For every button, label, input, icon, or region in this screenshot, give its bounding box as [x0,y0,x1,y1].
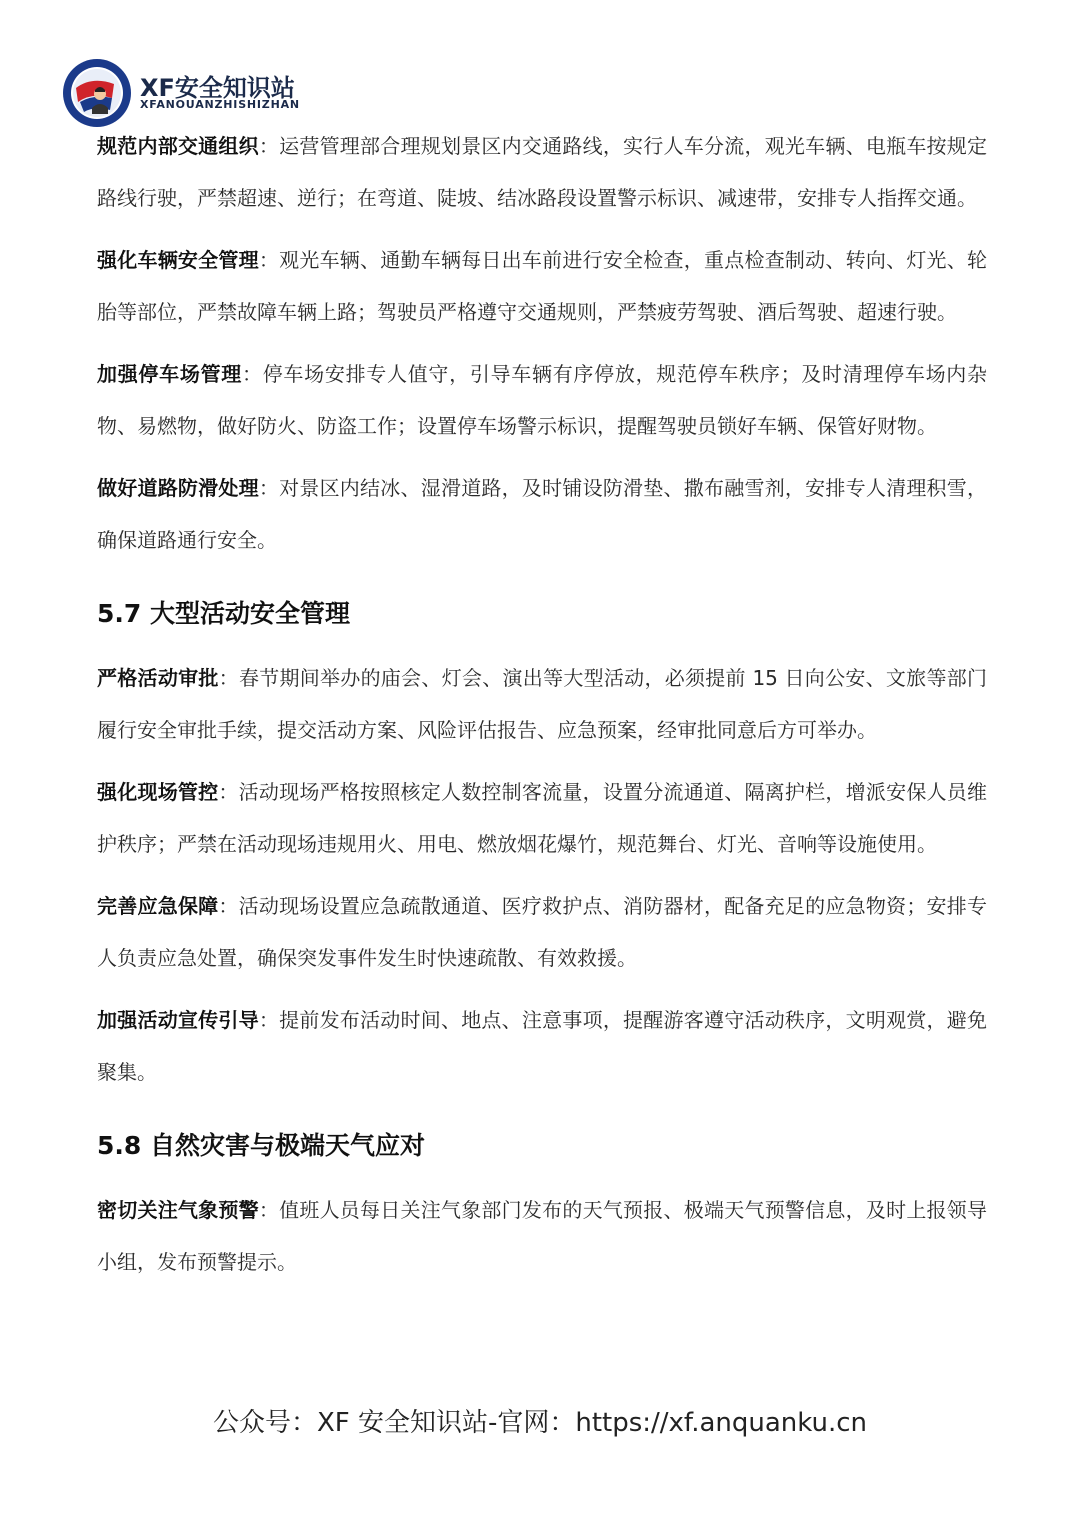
paragraph [97,462,987,566]
logo-title: XF安全知识站 [140,74,295,102]
paragraph-separator: ： [218,666,239,690]
logo-subtitle: XFANOUANZHISHIZHAN [140,98,300,111]
paragraph-text: 值班人员每日关注气象部门发布的天气预报、极端天气预警信息，及时上报领导小组，发布预警提示。 [97,1198,988,1274]
section-heading-5-8: 5.8 自然灾害与极端天气应对 [97,1131,425,1160]
paragraph-label: 密切关注气象预警 [97,1198,259,1222]
paragraph-text: 对景区内结冰、湿滑道路，及时铺设防滑垫、撒布融雪剂，安排专人清理积雪，确保道路通行安全。 [97,476,988,552]
paragraph [97,120,987,224]
article-body [97,120,987,1298]
logo-badge-icon [62,58,132,128]
traffic-section [97,120,987,566]
paragraph [97,652,987,756]
paragraph-text: 提前发布活动时间、地点、注意事项，提醒游客遵守活动秩序，文明观赏，避免聚集。 [97,1008,988,1084]
paragraph-label: 加强活动宣传引导 [97,1008,259,1032]
paragraph-text: 运营管理部合理规划景区内交通路线，实行人车分流，观光车辆、电瓶车按规定路线行驶，严禁超速、逆行；在弯道、陡坡、结冰路段设置警示标识、减速带，安排专人指挥交通。 [97,134,988,210]
paragraph-label: 做好道路防滑处理 [97,476,259,500]
paragraph-separator: ： [242,362,263,386]
paragraph-separator: ： [258,134,280,158]
site-logo [62,58,322,128]
paragraph [97,234,987,338]
large-event-section [97,652,987,1098]
paragraph [97,766,987,870]
paragraph-separator: ： [218,780,239,804]
paragraph-text: 停车场安排专人值守，引导车辆有序停放，规范停车秩序；及时清理停车场内杂物、易燃物，做好防火、防盗工作；设置停车场警示标识，提醒驾驶员锁好车辆、保管好财物。 [97,362,988,438]
paragraph-text: 活动现场设置应急疏散通道、医疗救护点、消防器材，配备充足的应急物资；安排专人负责应急处置，确保突发事件发生时快速疏散、有效救援。 [97,894,988,970]
paragraph-label: 严格活动审批 [97,666,219,690]
paragraph-label: 强化车辆安全管理 [97,248,259,272]
footer-note: 公众号：XF 安全知识站-官网：https://xf.anquanku.cn [212,1408,868,1438]
paragraph-separator: ： [258,476,280,500]
paragraph-text: 春节期间举办的庙会、灯会、演出等大型活动，必须提前 15 日向公安、文旅等部门履行安全审批手续，提交活动方案、风险评估报告、应急预案，经审批同意后方可举办。 [97,666,988,742]
paragraph-separator: ： [258,248,280,272]
paragraph [97,994,987,1098]
section-heading-5-7: 5.7 大型活动安全管理 [97,599,350,628]
paragraph-label: 强化现场管控 [97,780,219,804]
paragraph [97,348,987,452]
paragraph-separator: ： [218,894,239,918]
paragraph-separator: ： [258,1008,280,1032]
paragraph [97,1184,987,1288]
paragraph-label: 规范内部交通组织 [97,134,259,158]
paragraph-text: 活动现场严格按照核定人数控制客流量，设置分流通道、隔离护栏，增派安保人员维护秩序；严禁在活动现场违规用火、用电、燃放烟花爆竹，规范舞台、灯光、音响等设施使用。 [97,780,988,856]
weather-section [97,1184,987,1288]
paragraph-text: 观光车辆、通勤车辆每日出车前进行安全检查，重点检查制动、转向、灯光、轮胎等部位，严禁故障车辆上路；驾驶员严格遵守交通规则，严禁疲劳驾驶、酒后驾驶、超速行驶。 [97,248,988,324]
paragraph-label: 加强停车场管理 [97,362,242,386]
paragraph-label: 完善应急保障 [97,894,219,918]
paragraph [97,880,987,984]
paragraph-separator: ： [258,1198,280,1222]
